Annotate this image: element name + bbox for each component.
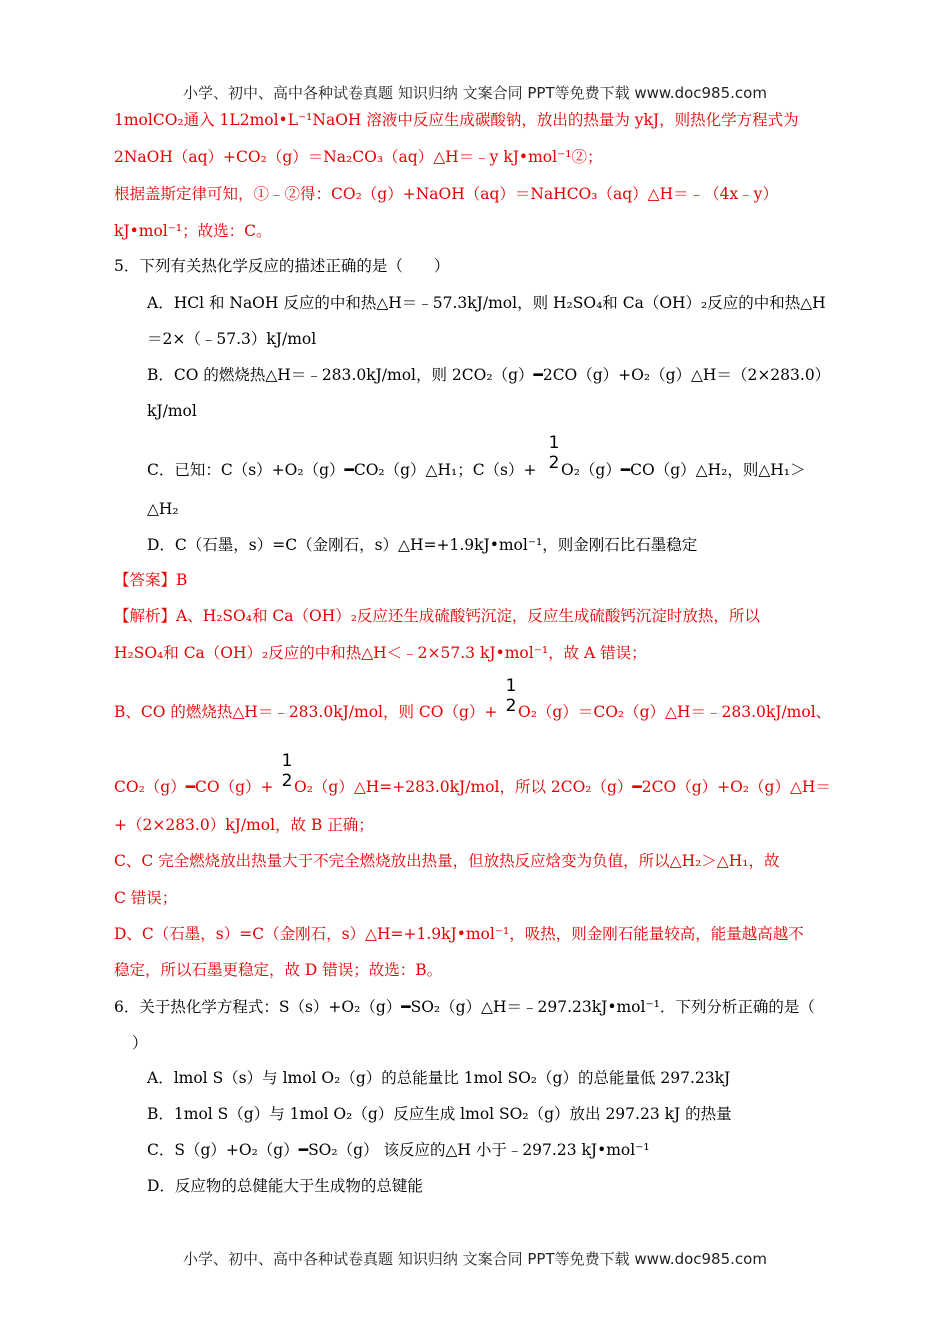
fraction-numerator: 1 <box>505 676 517 696</box>
header-banner: 小学、初中、高中各种试卷真题 知识归纳 文案合同 PPT等免费下载 www.doc985.com <box>183 84 767 102</box>
q6-option-c: C．S（g）+O₂（g）━SO₂（g） 该反应的△H 小于﹣297.23 kJ•mol⁻¹ <box>147 1141 650 1159</box>
fraction-denominator: 2 <box>281 771 293 791</box>
q5-option-c-line-1-part-1: C．已知：C（s）+O₂（g）━CO₂（g）△H₁；C（s）+ <box>147 461 537 479</box>
fraction-numerator: 1 <box>548 433 560 453</box>
fraction-numerator: 1 <box>281 751 293 771</box>
q5-explanation-line-9: 稳定，所以石墨更稳定，故 D 错误；故选：B。 <box>114 961 443 979</box>
q6-stem-line-2: ） <box>132 1034 148 1052</box>
q5-explanation-line-4-part-2: O₂（g）△H=+283.0kJ/mol，所以 2CO₂（g）━2CO（g）+O₂（g）△H＝ <box>294 778 831 796</box>
q5-explanation-line-3-part-1: B、CO 的燃烧热△H＝﹣283.0kJ/mol，则 CO（g）+ <box>114 703 498 721</box>
q5-explanation-line-8: D、C（石墨，s）=C（金刚石，s）△H=+1.9kJ•mol⁻¹，吸热，则金刚石能量较高，能量越高越不 <box>114 925 804 943</box>
footer-banner: 小学、初中、高中各种试卷真题 知识归纳 文案合同 PPT等免费下载 www.doc985.com <box>183 1250 767 1268</box>
q5-option-a-line-1: A．HCl 和 NaOH 反应的中和热△H＝﹣57.3kJ/mol，则 H₂SO₄和 Ca（OH）₂反应的中和热△H <box>147 294 826 312</box>
q5-explanation-line-1: 【解析】A、H₂SO₄和 Ca（OH）₂反应还生成硫酸钙沉淀，反应生成硫酸钙沉淀时放热，所以 <box>114 607 760 625</box>
q5-option-c-line-1-part-2: O₂（g）━CO（g）△H₂，则△H₁＞ <box>561 461 806 479</box>
prev-solution-line-3: 根据盖斯定律可知，①﹣②得：CO₂（g）+NaOH（aq）＝NaHCO₃（aq）△H＝﹣（4x﹣y） <box>114 185 778 203</box>
prev-solution-line-2: 2NaOH（aq）+CO₂（g）＝Na₂CO₃（aq）△H＝﹣y kJ•mol⁻¹②； <box>114 148 603 166</box>
q5-explanation-line-4-part-1: CO₂（g）━CO（g）+ <box>114 778 274 796</box>
fraction-denominator: 2 <box>548 453 560 473</box>
q5-answer: 【答案】B <box>114 571 188 589</box>
fraction-half <box>547 433 561 473</box>
prev-solution-line-1: 1molCO₂通入 1L2mol•L⁻¹NaOH 溶液中反应生成碳酸钠，放出的热量为 ykJ，则热化学方程式为 <box>114 111 799 129</box>
q5-explanation-line-3-part-2: O₂（g）＝CO₂（g）△H＝﹣283.0kJ/mol、 <box>518 703 832 721</box>
prev-solution-line-4: kJ•mol⁻¹；故选：C。 <box>114 222 272 240</box>
q5-option-b-line-2: kJ/mol <box>147 402 197 420</box>
q5-explanation-line-2: H₂SO₄和 Ca（OH）₂反应的中和热△H＜﹣2×57.3 kJ•mol⁻¹，故 A 错误； <box>114 644 647 662</box>
q5-option-a-line-2: ＝2×（﹣57.3）kJ/mol <box>147 330 317 348</box>
q5-option-d: D．C（石墨，s）=C（金刚石，s）△H=+1.9kJ•mol⁻¹，则金刚石比石墨稳定 <box>147 536 698 554</box>
q6-option-d: D．反应物的总健能大于生成物的总键能 <box>147 1177 423 1195</box>
fraction-denominator: 2 <box>505 696 517 716</box>
fraction-half <box>504 676 518 716</box>
q5-option-b-line-1: B．CO 的燃烧热△H＝﹣283.0kJ/mol，则 2CO₂（g）━2CO（g）+O₂（g）△H＝（2×283.0） <box>147 366 831 384</box>
fraction-half <box>280 751 294 791</box>
q6-option-a: A．lmol S（s）与 lmol O₂（g）的总能量比 1mol SO₂（g）的总能量低 297.23kJ <box>147 1069 731 1087</box>
q5-explanation-line-7: C 错误； <box>114 889 178 907</box>
q5-option-c-line-2: △H₂ <box>147 500 179 518</box>
q5-stem: 5．下列有关热化学反应的描述正确的是（ ） <box>114 257 450 275</box>
q5-explanation-line-6: C、C 完全燃烧放出热量大于不完全燃烧放出热量，但放热反应焓变为负值，所以△H₂＞△H₁，故 <box>114 852 780 870</box>
q6-option-b: B．1mol S（g）与 1mol O₂（g）反应生成 lmol SO₂（g）放出 297.23 kJ 的热量 <box>147 1105 732 1123</box>
q6-stem-line-1: 6．关于热化学方程式：S（s）+O₂（g）━SO₂（g）△H＝﹣297.23kJ•mol⁻¹．下列分析正确的是（ <box>114 998 815 1016</box>
q5-explanation-line-5: +（2×283.0）kJ/mol，故 B 正确； <box>114 816 374 834</box>
